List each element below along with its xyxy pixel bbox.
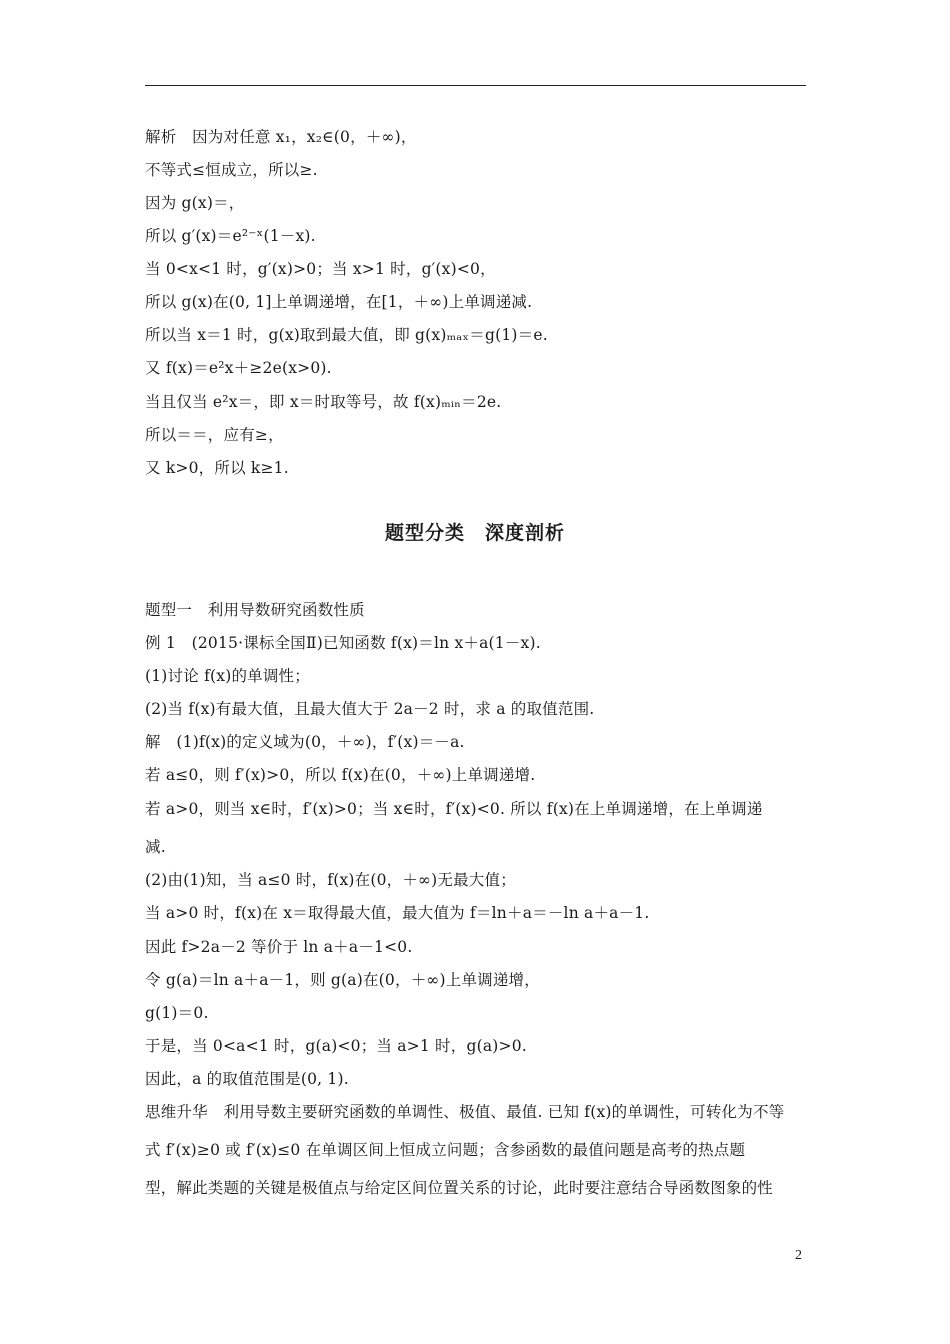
text-line: 解析 因为对任意 x₁，x₂∈(0，＋∞)， — [145, 128, 417, 146]
text-line: 式 f′(x)≥0 或 f′(x)≤0 在单调区间上恒成立问题；含参函数的最值问题是高考的热点题 — [145, 1141, 746, 1159]
text-line: 令 g(a)＝ln a＋a－1，则 g(a)在(0，＋∞)上单调递增， — [145, 971, 540, 989]
text-line: 因此，a 的取值范围是(0, 1). — [145, 1070, 349, 1088]
header-rule — [145, 85, 806, 86]
text-line: 若 a≤0，则 f′(x)>0，所以 f(x)在(0，＋∞)上单调递增. — [145, 766, 536, 784]
text-line: 型，解此类题的关键是极值点与给定区间位置关系的讨论，此时要注意结合导函数图象的性 — [145, 1179, 774, 1197]
text-line: 题型一 利用导数研究函数性质 — [145, 601, 365, 619]
text-line: (2)由(1)知，当 a≤0 时，f(x)在(0，＋∞)无最大值； — [145, 871, 516, 889]
text-line: 所以 g′(x)＝e²⁻ˣ(1－x). — [145, 227, 316, 245]
text-line: (2)当 f(x)有最大值，且最大值大于 2a－2 时，求 a 的取值范围. — [145, 700, 595, 718]
text-line: 解 (1)f(x)的定义域为(0，＋∞)，f′(x)＝－a. — [145, 733, 465, 751]
text-line: 当 a>0 时，f(x)在 x＝取得最大值，最大值为 f＝ln＋a＝－ln a＋a－1. — [145, 904, 650, 922]
text-line: 不等式≤恒成立，所以≥. — [145, 161, 318, 179]
text-line: g(1)＝0. — [145, 1004, 209, 1022]
section-heading: 题型分类 深度剖析 — [384, 522, 565, 544]
text-line: (1)讨论 f(x)的单调性； — [145, 667, 310, 685]
text-line: 减. — [145, 838, 166, 856]
page-number: 2 — [795, 1248, 802, 1263]
text-line: 当 0<x<1 时，g′(x)>0；当 x>1 时，g′(x)<0， — [145, 260, 496, 278]
text-line: 因此 f>2a－2 等价于 ln a＋a－1<0. — [145, 938, 413, 956]
text-line: 所以 g(x)在(0, 1]上单调递增，在[1，＋∞)上单调递减. — [145, 293, 533, 311]
text-line: 因为 g(x)＝， — [145, 194, 245, 212]
text-line: 若 a>0，则当 x∈时，f′(x)>0；当 x∈时，f′(x)<0. 所以 f(x)在上单调递增，在上单调递 — [145, 800, 763, 818]
text-line: 所以＝＝，应有≥， — [145, 426, 284, 444]
text-line: 于是，当 0<a<1 时，g(a)<0；当 a>1 时，g(a)>0. — [145, 1037, 527, 1055]
text-line: 又 k>0，所以 k≥1. — [145, 459, 289, 477]
text-line: 又 f(x)＝e²x＋≥2e(x>0). — [145, 359, 332, 377]
text-line: 当且仅当 e²x＝，即 x＝时取等号，故 f(x)ₘᵢₙ＝2e. — [145, 393, 502, 411]
text-line: 思维升华 利用导数主要研究函数的单调性、极值、最值. 已知 f(x)的单调性，可转化为不等 — [145, 1103, 785, 1121]
text-line: 例 1 (2015·课标全国Ⅱ)已知函数 f(x)＝ln x＋a(1－x). — [145, 634, 541, 652]
text-line: 所以当 x＝1 时，g(x)取到最大值，即 g(x)ₘₐₓ＝g(1)＝e. — [145, 326, 548, 344]
